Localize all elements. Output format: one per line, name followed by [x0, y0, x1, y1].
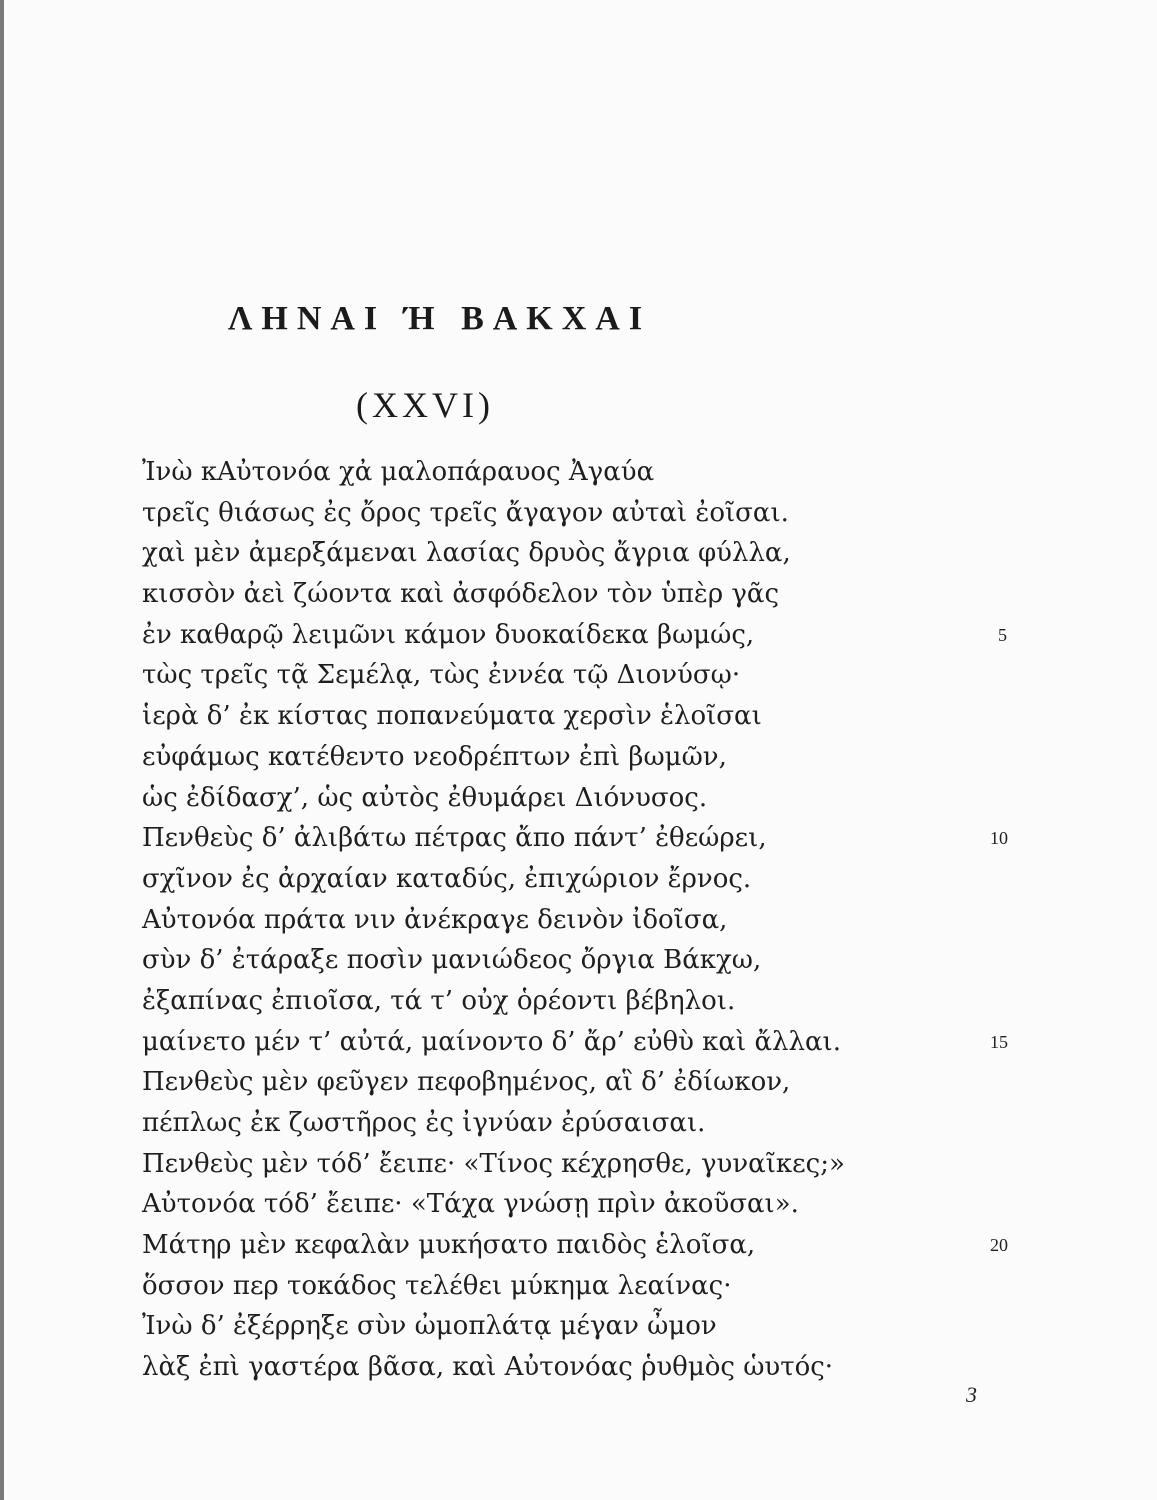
- verse-line: [142, 452, 962, 493]
- verse-line: [142, 615, 1007, 656]
- poem-body: [142, 452, 1008, 1388]
- verse-text: ἱερὰ δ’ ἐκ κίστας ποπανεύματα χερσὶν ἑλοῖσαι: [142, 701, 762, 732]
- section-number: (XXVI): [356, 385, 494, 425]
- verse-line: [142, 1266, 962, 1307]
- verse-text: ὡς ἐδίδασχ’, ὡς αὐτὸς ἐθυμάρει Διόνυσος.: [142, 782, 708, 813]
- verse-text: Αὐτονόα τόδ’ ἔειπε· «Τάχα γνώσῃ πρὶν ἀκοῦσαι».: [142, 1189, 799, 1220]
- verse-line: [142, 1103, 962, 1144]
- verse-text: τρεῖς θιάσως ἐς ὄρος τρεῖς ἄγαγον αὐταὶ ἐοῖσαι.: [142, 497, 789, 528]
- verse-line: [142, 1022, 1008, 1063]
- verse-text: Πενθεὺς δ’ ἀλιβάτω πέτρας ἄπο πάντ’ ἐθεώρει,: [142, 823, 767, 854]
- verse-text: ὅσσον περ τοκάδος τελέθει μύκημα λεαίνας·: [142, 1270, 732, 1301]
- line-number: 20: [990, 1235, 1008, 1256]
- verse-line: [142, 1225, 1008, 1266]
- verse-line: [142, 533, 962, 574]
- verse-text: χαὶ μὲν ἀμερξάμεναι λασίας δρυὸς ἄγρια φύλλα,: [142, 538, 791, 569]
- verse-text: λὰξ ἐπὶ γαστέρα βᾶσα, καὶ Αὐτονόας ῥυθμὸς ὡυτός·: [142, 1352, 834, 1383]
- verse-text: Μάτηρ μὲν κεφαλὰν μυκήσατο παιδὸς ἑλοῖσα,: [142, 1230, 756, 1261]
- page-edge: [0, 0, 4, 1500]
- verse-text: σὺν δ’ ἐτάραξε ποσὶν μανιώδεος ὄργια Βάκχω,: [142, 945, 762, 976]
- verse-text: εὐφάμως κατέθεντο νεοδρέπτων ἐπὶ βωμῶν,: [142, 741, 727, 772]
- verse-text: κισσὸν ἀεὶ ζώοντα καὶ ἀσφόδελον τὸν ὑπὲρ γᾶς: [142, 579, 780, 610]
- verse-line: [142, 696, 962, 737]
- verse-line: [142, 493, 962, 534]
- verse-line: [142, 818, 1008, 859]
- verse-line: [142, 859, 962, 900]
- verse-line: [142, 655, 962, 696]
- line-number: 15: [990, 1031, 1008, 1052]
- line-number: 5: [998, 624, 1007, 645]
- verse-text: Πενθεὺς μὲν φεῦγεν πεφοβημένος, αἳ δ’ ἐδίωκον,: [142, 1067, 791, 1098]
- verse-line: [142, 1184, 962, 1225]
- poem-title: ΛΗΝΑΙ Ή ΒΑΚΧΑΙ: [228, 300, 652, 337]
- line-number: 10: [990, 828, 1008, 849]
- verse-text: τὼς τρεῖς τᾷ Σεμέλᾳ, τὼς ἐννέα τῷ Διονύσῳ·: [142, 660, 741, 691]
- verse-text: Αὐτονόα πράτα νιν ἀνέκραγε δεινὸν ἰδοῖσα,: [142, 904, 728, 935]
- verse-text: Πενθεὺς μὲν τόδ’ ἔειπε· «Τίνος κέχρησθε, γυναῖκες;»: [142, 1148, 845, 1179]
- verse-text: σχῖνον ἐς ἀρχαίαν καταδύς, ἐπιχώριον ἔρνος.: [142, 863, 752, 894]
- verse-line: [142, 737, 962, 778]
- verse-line: [142, 1347, 962, 1388]
- verse-line: [142, 900, 962, 941]
- verse-text: Ἰνὼ δ’ ἐξέρρηξε σὺν ὠμοπλάτᾳ μέγαν ὦμον: [142, 1311, 717, 1342]
- verse-text: μαίνετο μέν τ’ αὐτά, μαίνοντο δ’ ἄρ’ εὐθὺ καὶ ἄλλαι.: [142, 1026, 841, 1057]
- verse-line: [142, 1306, 962, 1347]
- verse-line: [142, 981, 962, 1022]
- verse-text: πέπλως ἐκ ζωστῆρος ἐς ἰγνύαν ἐρύσαισαι.: [142, 1108, 706, 1138]
- verse-text: ἐξαπίνας ἐπιοῖσα, τά τ’ οὐχ ὁρέοντι βέβηλοι.: [142, 985, 736, 1016]
- page-number: 3: [966, 1382, 977, 1407]
- verse-line: [142, 778, 962, 819]
- verse-text: ἐν καθαρῷ λειμῶνι κάμον δυοκαίδεκα βωμώς,: [142, 619, 755, 650]
- verse-line: [142, 940, 962, 981]
- verse-line: [142, 1062, 962, 1103]
- verse-line: [142, 1144, 962, 1185]
- verse-line: [142, 574, 962, 615]
- verse-text: Ἰνὼ κΑὐτονόα χἀ μαλοπάραυος Ἀγαύα: [142, 457, 655, 487]
